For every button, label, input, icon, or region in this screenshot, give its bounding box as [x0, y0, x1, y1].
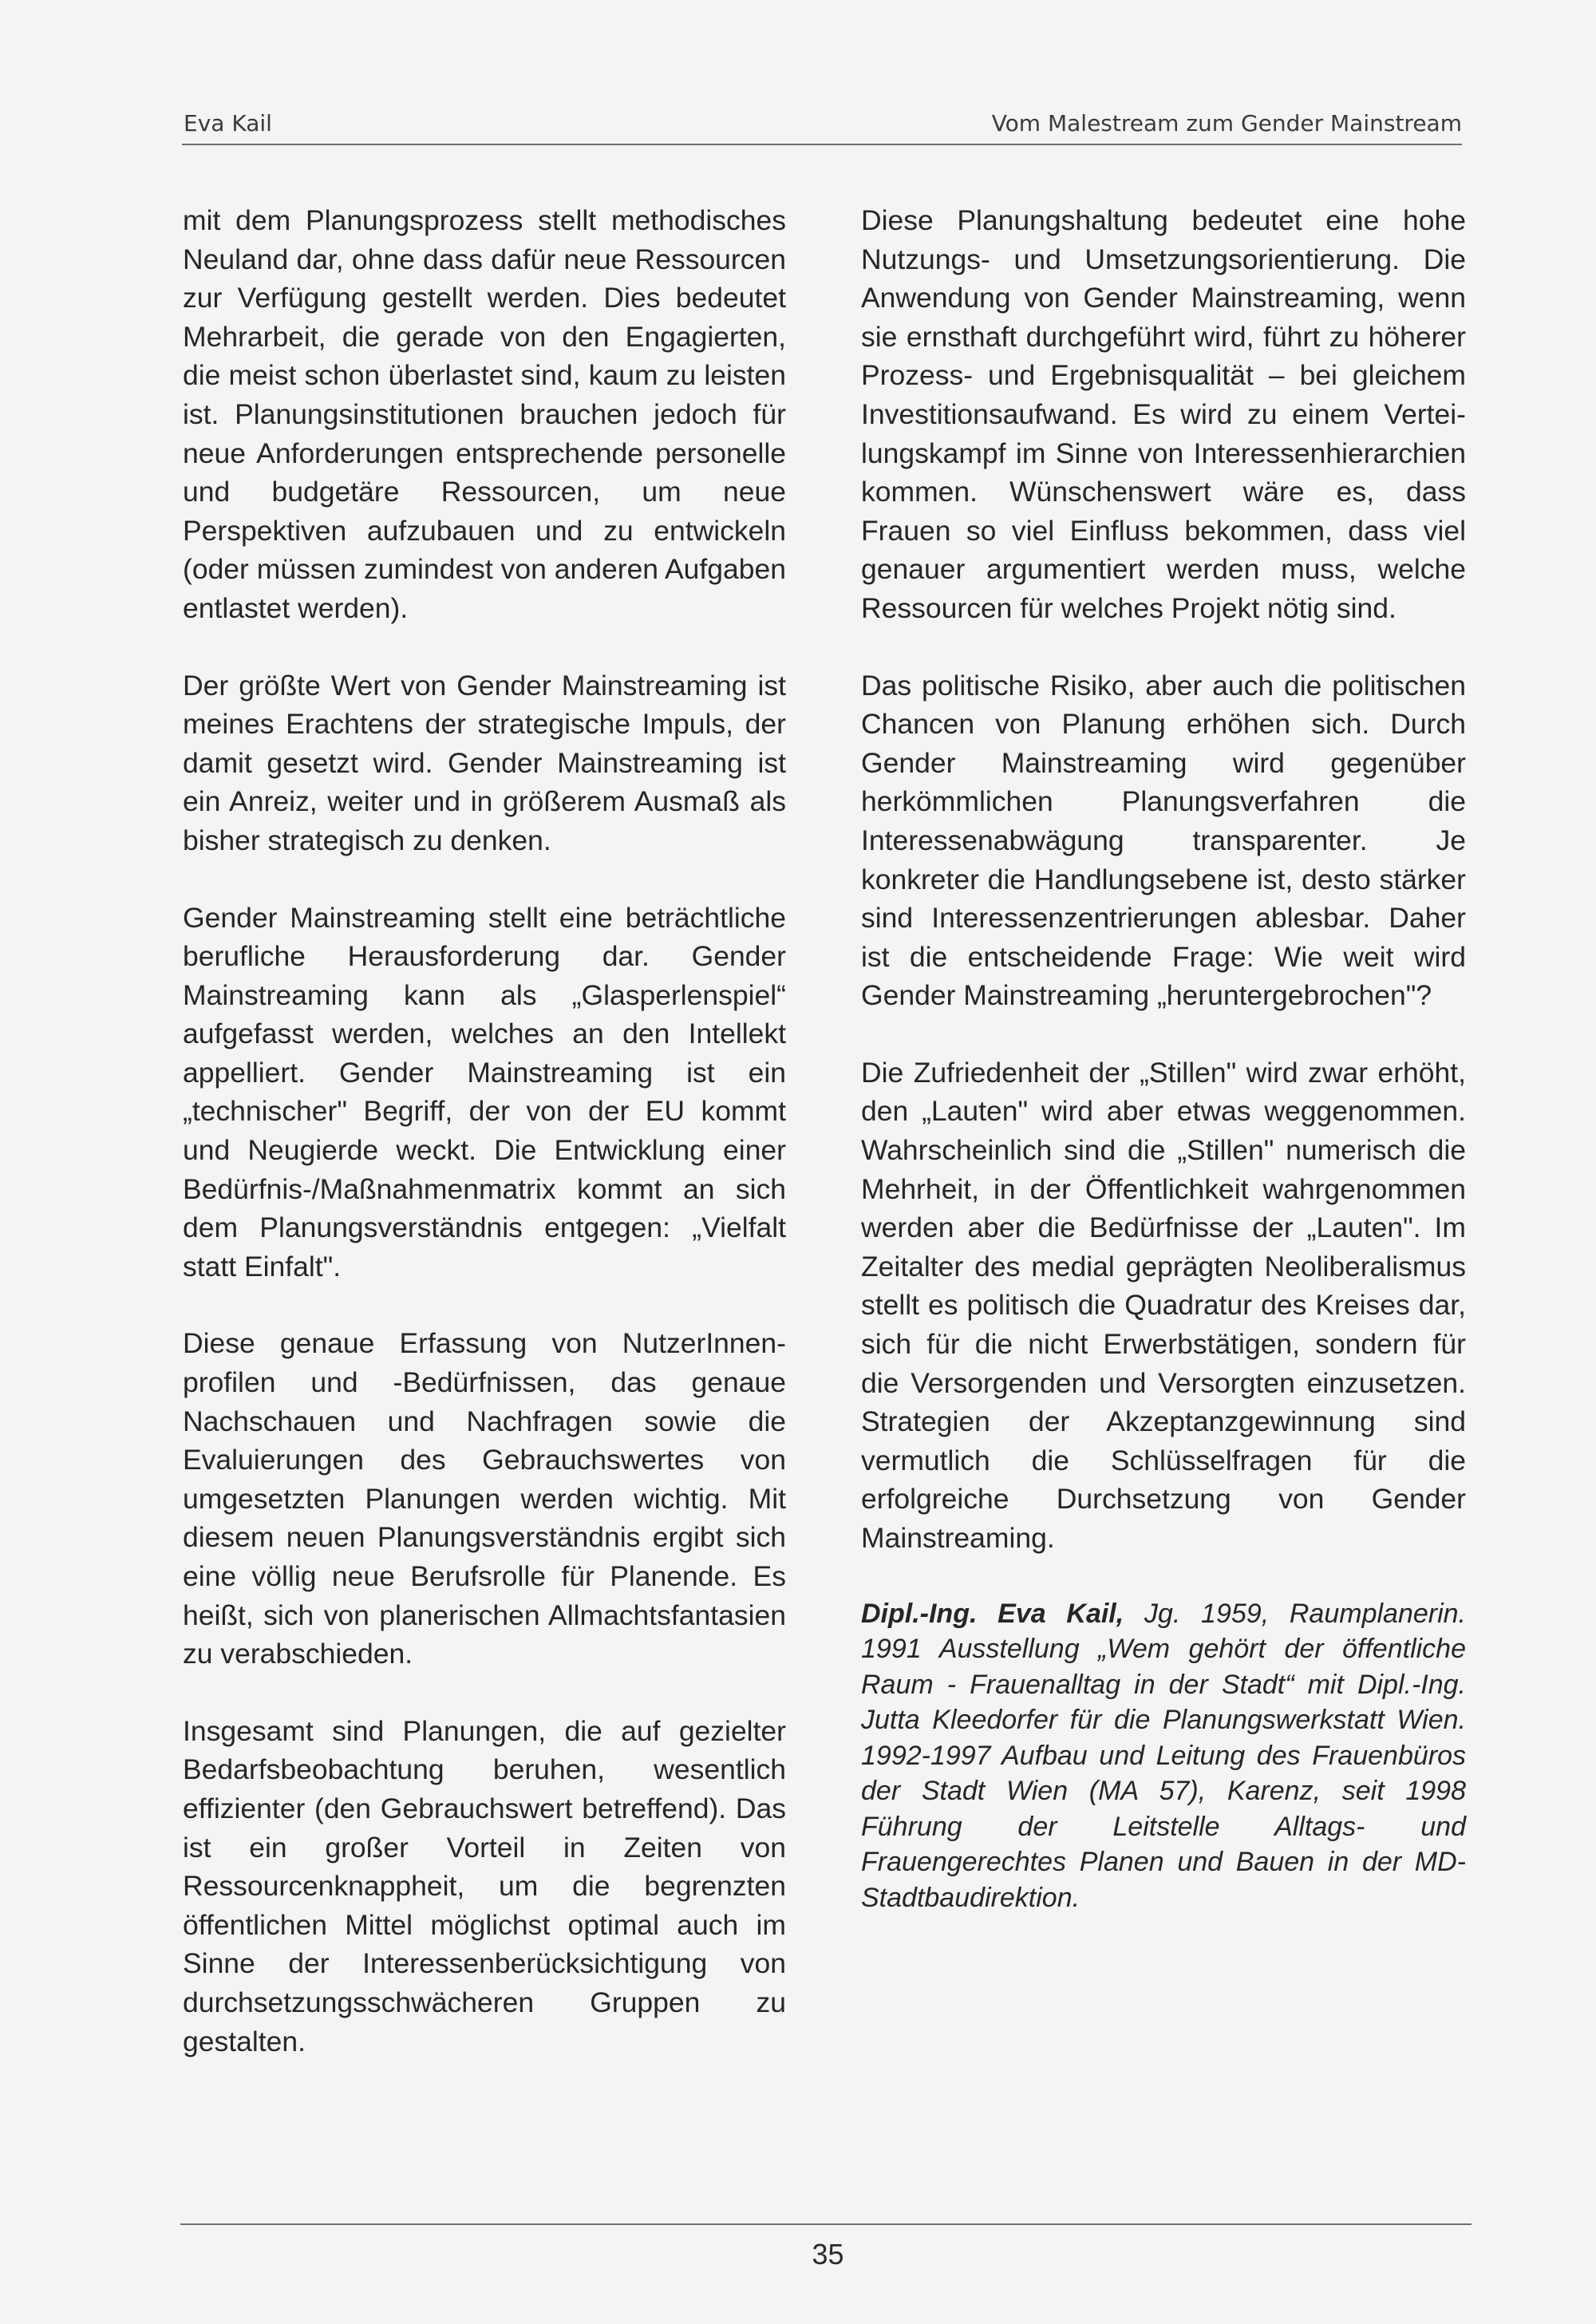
paragraph: Das politische Risiko, aber auch die politischen Chancen von Planung erhöhen sich. Durch Gender Mainstreaming wird gegenüber herkömmlichen Planungsverfahren die Interessenabwägung transparenter. Je konkreter die Handlungsebene ist, desto stärker sind Interessenzentrierungen ablesbar. Daher ist die entscheidende Frage: Wie weit wird Gender Mainstreaming „heruntergebrochen"?: [861, 669, 1466, 1012]
paragraph: Der größte Wert von Gender Mainstreaming ist meines Erachtens der strategische Impuls, der damit gesetzt wird. Gender Mainstreaming ist ein Anreiz, weiter und in größerem Ausmaß als bisher strategisch zu denken.: [183, 669, 786, 856]
paragraph: Gender Mainstreaming stellt eine beträchtliche berufliche Herausforderung dar. Gender Mainstreaming kann als „Glasperlenspiel“ aufgefasst werden, welches an den Intellekt appelliert. Gender Mainstreaming ist ein „technischer" Begriff, der von der EU kommt und Neugierde weckt. Die Entwicklung einer Bedürfnis-/Maßnahmenmatrix kommt an sich dem Planungsverständnis entgegen: „Vielfalt statt Einfalt".: [183, 901, 786, 1283]
paragraph: Die Zufriedenheit der „Stillen" wird zwar erhöht, den „Lauten" wird aber etwas weggenommen. Wahrscheinlich sind die „Stillen" numerisch die Mehrheit, in der Öffentlichkeit wahrgenommen werden aber die Bedürfnisse der „Lauten". Im Zeitalter des medial geprägten Neoliberalismus stellt es politisch die Quadratur des Kreises dar, sich für die nicht Erwerbstätigen, sondern für die Versorgenden und Versorgten einzusetzen. Strategien der Akzeptanzgewinnung sind vermutlich die Schlüsselfragen für die erfolgreiche Durchsetzung von Gender Mainstreaming.: [861, 1056, 1466, 1554]
paragraph: Insgesamt sind Planungen, die auf gezielter Bedarfsbeobachtung beruhen, wesentlich effizienter (den Gebrauchswert betreffend). Das ist ein großer Vorteil in Zeiten von Ressourcenknappheit, um die begrenzten öffentlichen Mittel möglichst optimal auch im Sinne der Interessenberücksichtigung von durchsetzungsschwächeren Gruppen zu gestalten.: [183, 1714, 786, 2057]
paragraph: Diese genaue Erfassung von NutzerInnenprofilen und -Bedürfnissen, das genaue Nachschauen und Nachfragen sowie die Evaluierungen des Gebrauchswertes von umgesetzten Planungen werden wichtig. Mit diesem neuen Planungsverständnis ergibt sich eine völlig neue Berufsrolle für Planende. Es heißt, sich von planerischen Allmachtsfantasien zu verabschieden.: [183, 1327, 786, 1670]
right-column: [861, 201, 1466, 1915]
header-author: Eva Kail: [184, 110, 272, 136]
author-bio: [861, 1596, 1466, 1916]
paragraph: mit dem Planungsprozess stellt methodisches Neuland dar, ohne dass dafür neue Ressourcen zur Verfügung gestellt werden. Dies bedeutet Mehrarbeit, die gerade von den Engagierten, die meist schon überlastet sind, kaum zu leisten ist. Planungsinstitutionen brauchen jedoch für neue Anforderungen entsprechende personelle und budgetäre Ressourcen, um neue Perspektiven aufzubauen und zu entwickeln (oder müssen zumindest von anderen Aufgaben entlastet werden).: [183, 204, 786, 624]
header-divider: [182, 144, 1462, 145]
author-bio-name: Dipl.-Ing. Eva Kail,: [861, 1598, 1124, 1629]
paragraph: Diese Planungshaltung bedeutet eine hohe Nutzungs- und Umsetzungsorientierung. Die Anwendung von Gender Mainstreaming, wenn sie ernsthaft durchgeführt wird, führt zu höherer Prozess- und Ergebnisqualität – bei gleichem Investitionsaufwand. Es wird zu einem Verteilungskampf im Sinne von Interessenhierarchien kommen. Wünschenswert wäre es, dass Frauen so viel Einfluss bekommen, dass viel genauer argumentiert werden muss, welche Ressourcen für welches Projekt nötig sind.: [861, 204, 1466, 624]
footer-divider: [180, 2223, 1472, 2225]
header-title: Vom Malestream zum Gender Mainstream: [991, 110, 1462, 136]
left-column: [183, 201, 786, 2099]
page-number: 35: [812, 2238, 844, 2271]
author-bio-text: Jg. 1959, Raumplanerin. 1991 Ausstellung „Wem gehört der öffentliche Raum - Frauenalltag in der Stadt“ mit Dipl.-Ing. Jutta Kleedorfer für die Planungswerkstatt Wien. 1992-1997 Aufbau und Leitung des Frauenbüros der Stadt Wien (MA 57), Karenz, seit 1998 Führung der Leitstelle Alltags- und Frauengerechtes Planen und Bauen in der MD-Stadtbaudirektion.: [861, 1598, 1466, 1913]
running-header: [0, 99, 1596, 147]
